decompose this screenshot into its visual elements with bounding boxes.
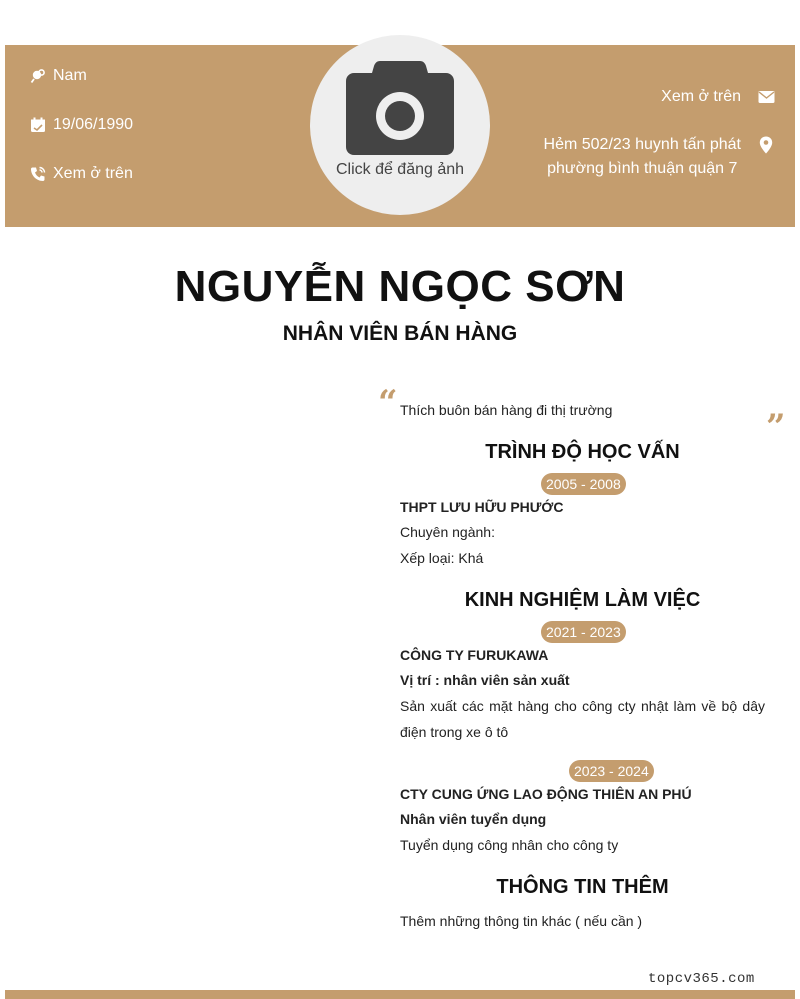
experience-period-2: 2023 - 2024 — [569, 760, 654, 782]
career-objective: Thích buôn bán hàng đi thị trường — [400, 402, 613, 418]
avatar-upload[interactable] — [310, 35, 490, 215]
school-name: THPT LƯU HỮU PHƯỚC — [400, 499, 564, 515]
extra-info-text: Thêm những thông tin khác ( nếu cần ) — [400, 913, 643, 929]
gender-text: Nam — [53, 67, 87, 84]
extra-info-heading: THÔNG TIN THÊM — [496, 876, 669, 898]
quote-open-icon: “ — [378, 383, 398, 423]
quote-close-icon: ” — [766, 407, 786, 447]
address-line-1: Hẻm 502/23 huynh tấn phát — [543, 136, 741, 153]
education-major: Chuyên ngành: — [400, 524, 495, 540]
phone-text: Xem ở trên — [53, 165, 133, 182]
birthdate-row — [29, 115, 133, 135]
education-period: 2005 - 2008 — [541, 473, 626, 495]
email-text: Xem ở trên — [661, 88, 741, 105]
company-name-2: CTY CUNG ỨNG LAO ĐỘNG THIÊN AN PHÚ — [400, 786, 692, 802]
calendar-icon — [29, 116, 47, 134]
phone-row — [29, 164, 133, 184]
job-title: NHÂN VIÊN BÁN HÀNG — [282, 322, 518, 345]
address-line-2: phường bình thuận quận 7 — [547, 160, 738, 177]
address-text — [544, 133, 741, 181]
job-description-1: Sản xuất các mặt hàng cho công cty nhật làm về bộ dây điện trong xe ô tô — [400, 698, 765, 740]
email-icon — [757, 88, 775, 106]
birthdate-text: 19/06/1990 — [53, 116, 134, 133]
company-name-1: CÔNG TY FURUKAWA — [400, 647, 549, 663]
email-row — [661, 85, 775, 109]
phone-icon — [29, 165, 47, 183]
job-description-2: Tuyển dụng công nhân cho công ty — [400, 837, 619, 853]
watermark: topcv365.com — [648, 971, 755, 987]
camera-icon — [346, 61, 454, 162]
location-icon — [757, 136, 775, 154]
address-row — [544, 133, 775, 181]
job-position-1: Vị trí : nhân viên sản xuất — [400, 672, 570, 688]
education-heading: TRÌNH ĐỘ HỌC VẤN — [485, 441, 680, 463]
education-grade: Xếp loại: Khá — [400, 550, 484, 566]
experience-period-1: 2021 - 2023 — [541, 621, 626, 643]
gender-icon — [29, 67, 47, 85]
job-position-2: Nhân viên tuyển dụng — [400, 811, 547, 827]
experience-heading: KINH NGHIỆM LÀM VIỆC — [464, 589, 701, 611]
footer-band — [5, 990, 795, 999]
candidate-name: NGUYỄN NGỌC SƠN — [174, 262, 626, 311]
gender-row — [29, 66, 87, 86]
avatar-caption: Click để đăng ảnh — [335, 161, 465, 178]
